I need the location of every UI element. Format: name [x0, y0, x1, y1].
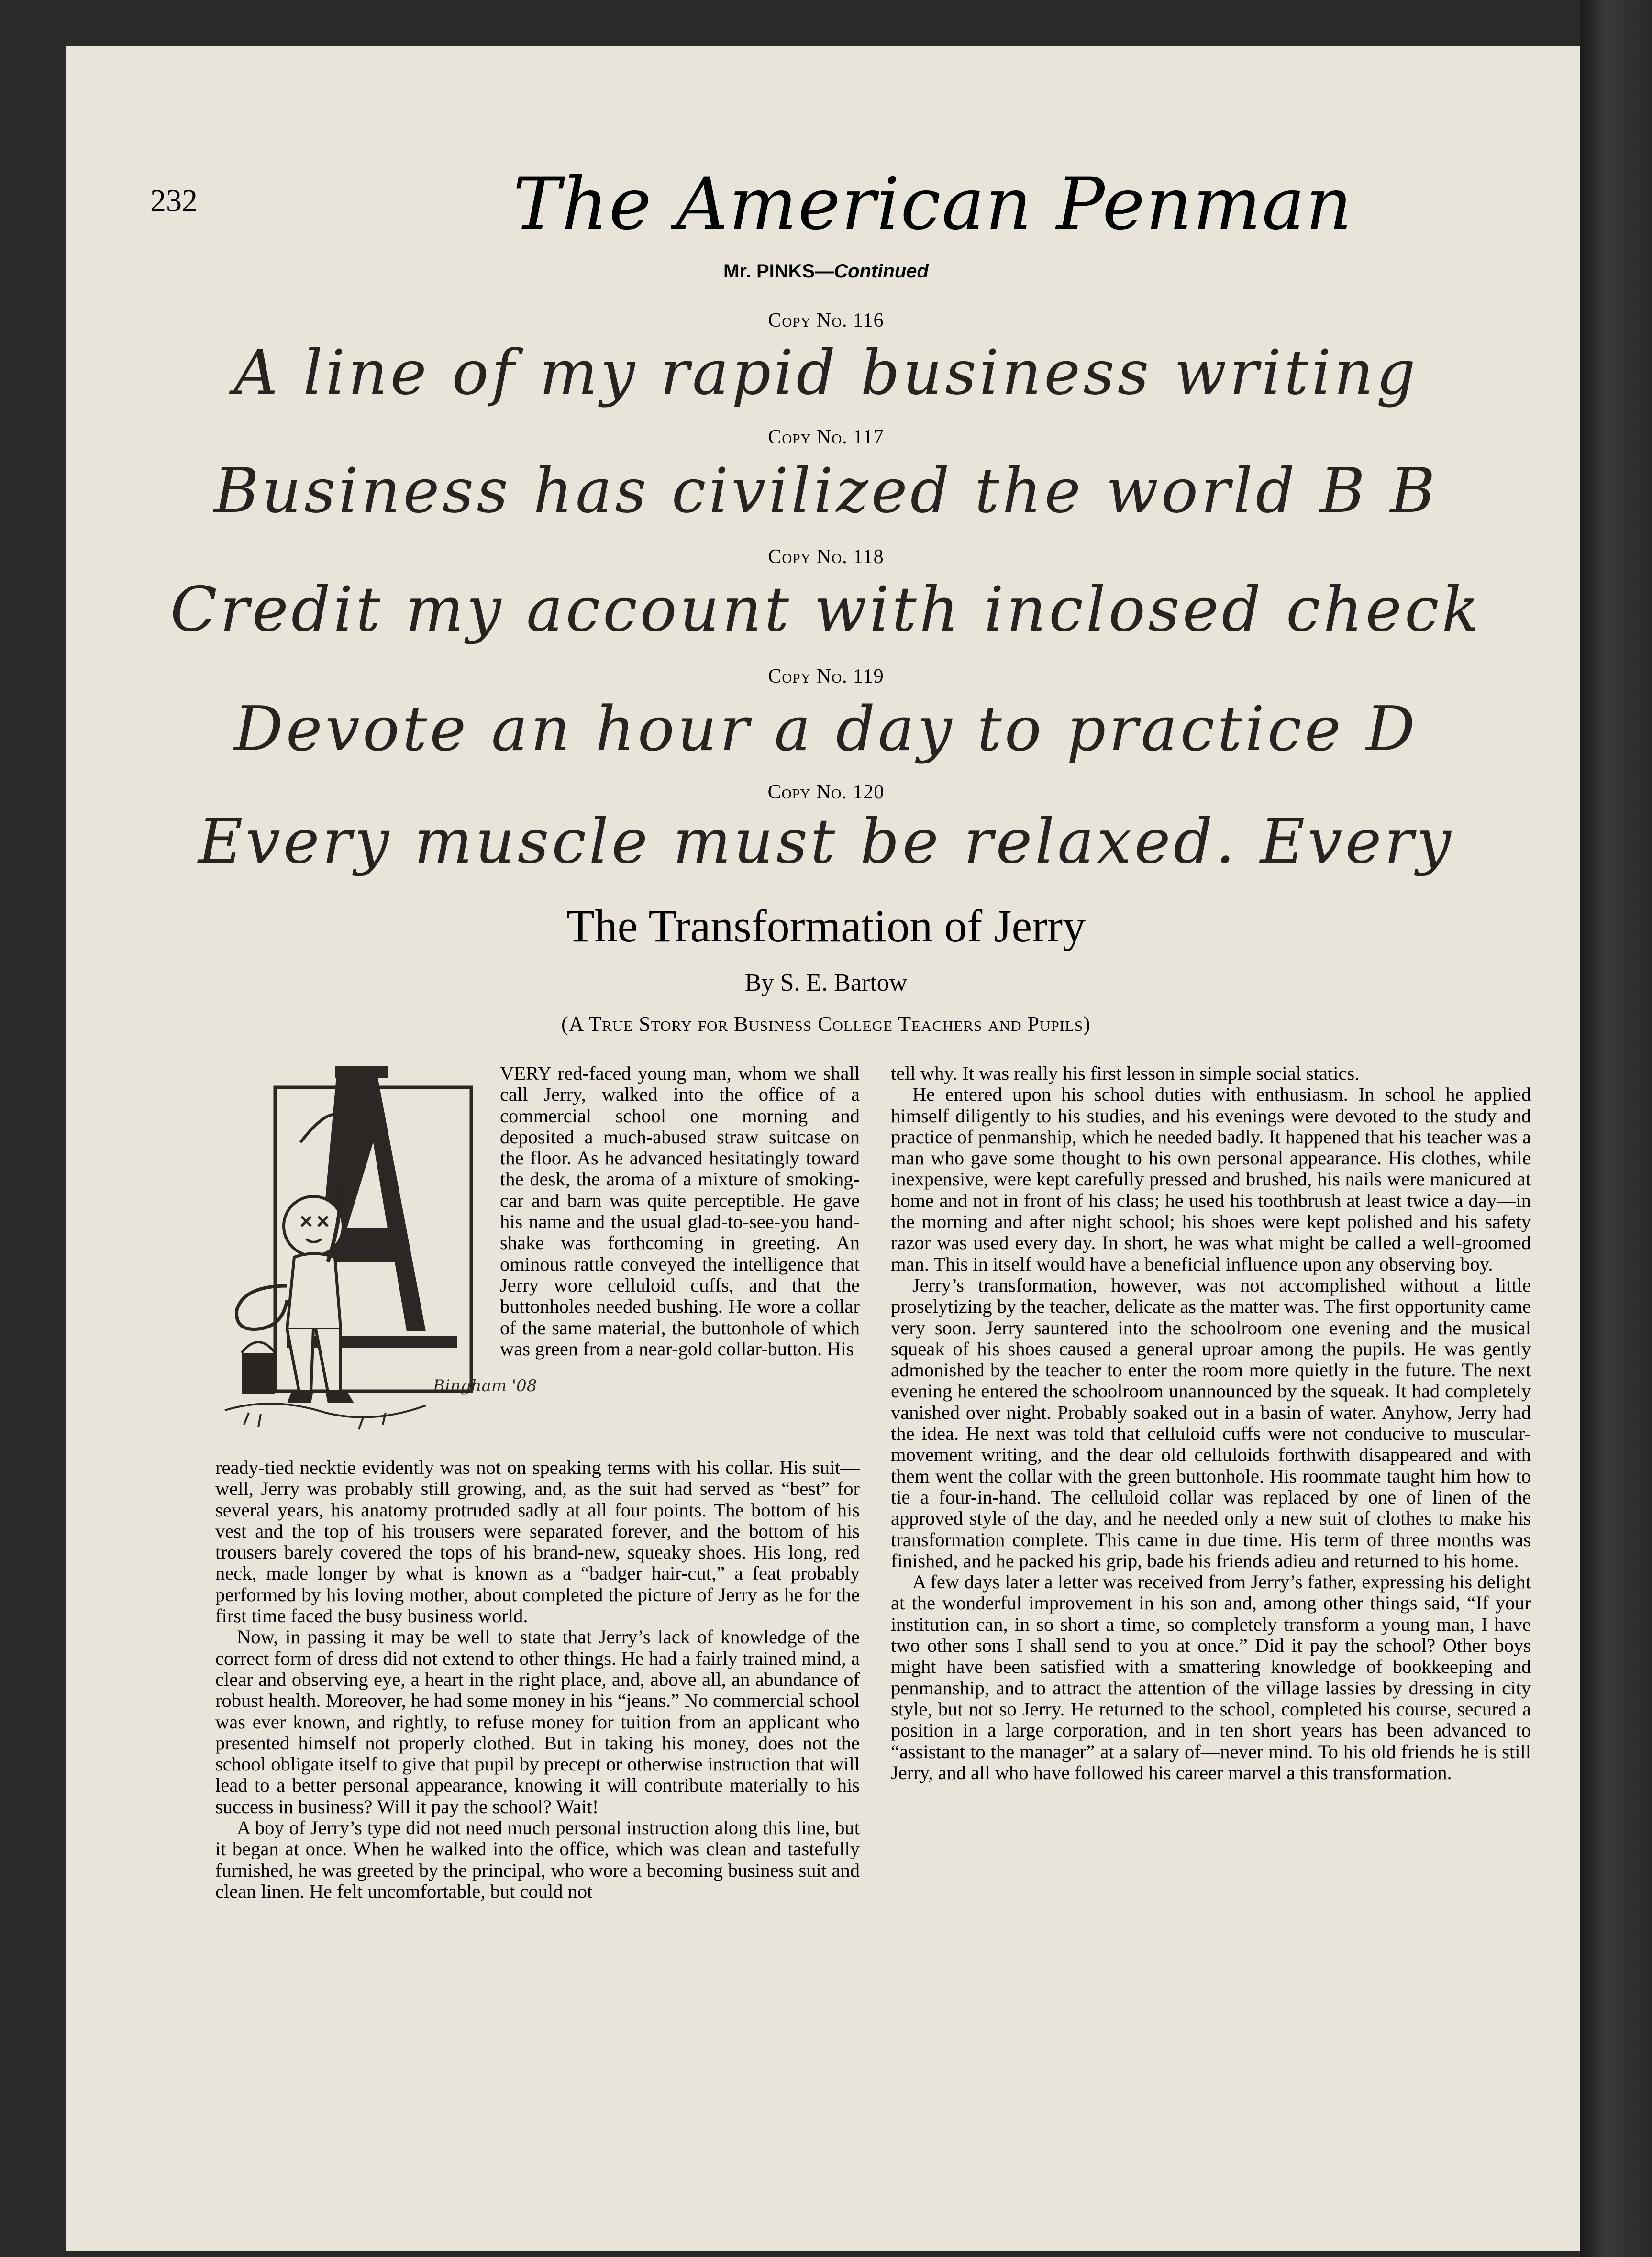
page-number: 232	[150, 183, 198, 218]
paint-bucket-and-rope	[237, 1286, 287, 1394]
copy-label: Copy No. 116	[768, 310, 884, 332]
section-continued: —Continued	[815, 261, 929, 282]
copy-label: Copy No. 117	[768, 426, 884, 448]
article-paragraph: VERY red-faced young man, whom we shall call Jerry, walked into the office of a commercial school one morning and deposited a much-abused straw suitcase on the floor. As he advanced hesitatingly toward the desk, the aroma of a mixture of smoking-car and barn was quite perceptible. He gave his name and the usual glad-to-see-you hand-shake was forthcoming in greeting. An ominous rattle conveyed the intelligence that Jerry wore celluloid cuffs, and that the buttonholes needed bushing. He wore a collar of the same material, the buttonhole of which was green from a near-gold collar-button. His	[500, 1062, 860, 1360]
copy-script: A line of my rapid business writing	[233, 337, 1419, 409]
copy-script: Credit my account with inclosed check	[170, 574, 1482, 645]
illustrator-signature: Bingham '08	[433, 1376, 537, 1395]
article-paragraph: A boy of Jerry’s type did not need much personal instruction along this line, but it began at once. When he walked into the office, which was clean and tastefully furnished, he was greeted by the principal, who wore a becoming business suit and clean linen. He felt uncomfortable, but could not	[215, 1817, 860, 1902]
article-paragraph: Jerry’s transformation, however, was not accomplished without a little proselytizing by the teacher, delicate as the matter was. The first opportunity came very soon. Jerry sauntered into the schoolroom one evening and the musical squeak of his shoes caused a general uproar among the pupils. He was gently admonished by the teacher to enter the room more quietly in the future. The next evening he entered the schoolroom unannounced by the squeak. It had completely vanished over night. Probably soaked out in a basin of water. Anyhow, Jerry had the idea. He next was told that celluloid cuffs were not conducive to muscular-movement writing, and the dear old celluloids forthwith disappeared and with them went the collar with the green buttonhole. His roommate taught him how to tie a four-in-hand. The celluloid collar was replaced by one of linen of the approved style of the day, and he needed only a new suit of clothes to make his transformation complete. This came in due time. His term of three months was finished, and he packed his grip, bade his friends adieu and returned to his home.	[891, 1274, 1531, 1571]
ground-grass	[225, 1404, 426, 1429]
article-byline: By S. E. Bartow	[744, 969, 908, 996]
drop-cap-illustration	[215, 1061, 537, 1449]
copy-label: Copy No. 118	[768, 546, 884, 568]
masthead-title: The American Penman	[513, 163, 1353, 246]
article-column-1-bottom	[215, 1457, 860, 1902]
copy-script: Every muscle must be relaxed. Every	[198, 806, 1454, 877]
section-heading	[0, 261, 1652, 282]
article-title: The Transformation of Jerry	[566, 900, 1086, 951]
article-paragraph: A few days later a letter was received from Jerry’s father, expressing his delight at the wonderful improvement in his son and, among other things said, “If your institution can, in so short a time, so completely transform a young man, I have two other sons I shall send to you at once.” Did it pay the school? Other boys might have been satisfied with a smattering knowledge of bookkeeping and penmanship, and to attract the attention of the village lassies by dressing in city style, but not so Jerry. He returned to the school, completed his course, secured a position in a large corporation, and in ten short years has been advanced to “assistant to the manager” at a salary of—never mind. To his old friends he is still Jerry, and all who have followed his career marvel a this transformation.	[891, 1571, 1531, 1783]
copy-script: Devote an hour a day to practice D	[234, 694, 1418, 765]
copy-label: Copy No. 119	[768, 665, 884, 687]
article-paragraph: tell why. It was really his first lesson in simple social statics.	[891, 1062, 1360, 1084]
article-column-1-top	[500, 1063, 860, 1360]
article-paragraph: Now, in passing it may be well to state that Jerry’s lack of knowledge of the correct form of dress did not extend to other things. He had a fairly trained mind, a clear and observing eye, a heart in the right place, and, above all, an abundance of robust health. Moreover, he had some money in his “jeans.” No commercial school was ever known, and rightly, to refuse money for tuition from an applicant who presented himself not properly clothed. But in taking his money, does not the school obligate itself to give that pupil by precept or otherwise instruction that will lead to a better personal appearance, knowing it will contribute materially to his success in business? Will it pay the school? Wait!	[215, 1626, 860, 1817]
section-title: Mr. PINKS	[723, 261, 815, 282]
article-subtitle-note: (A True Story for Business College Teachers and Pupils)	[561, 1012, 1091, 1036]
copy-label: Copy No. 120	[767, 781, 885, 803]
article-column-2	[891, 1063, 1531, 1783]
article-paragraph: He entered upon his school duties with enthusiasm. In school he applied himself diligently to his studies, and his evenings were devoted to the study and practice of penmanship, which he needed badly. It happened that his teacher was a man who gave some thought to his own personal appearance. His clothes, while inexpensive, were kept carefully pressed and brushed, his nails were manicured at home and not in front of his class; he used his toothbrush at least twice a day—in the morning and after night school; his shoes were kept polished and his safety razor was used every day. In short, he was what might be called a well-groomed man. This in itself would have a beneficial influence upon any observing boy.	[891, 1084, 1531, 1275]
copy-script: Business has civilized the world B B	[214, 455, 1438, 527]
article-paragraph: ready-tied necktie evidently was not on speaking terms with his collar. His suit—well, Jerry was probably still growing, and, as the suit had served as “best” for several years, his anatomy protruded sadly at all four points. The bottom of his vest and the top of his trousers were separated forever, and the bottom of his trousers barely covered the tops of his brand-new, squeaky shoes. His long, red neck, made longer by what is known as a “badger hair-cut,” a feat probably performed by his loving mother, about completed the picture of Jerry as he for the first time faced the busy business world.	[215, 1457, 860, 1627]
